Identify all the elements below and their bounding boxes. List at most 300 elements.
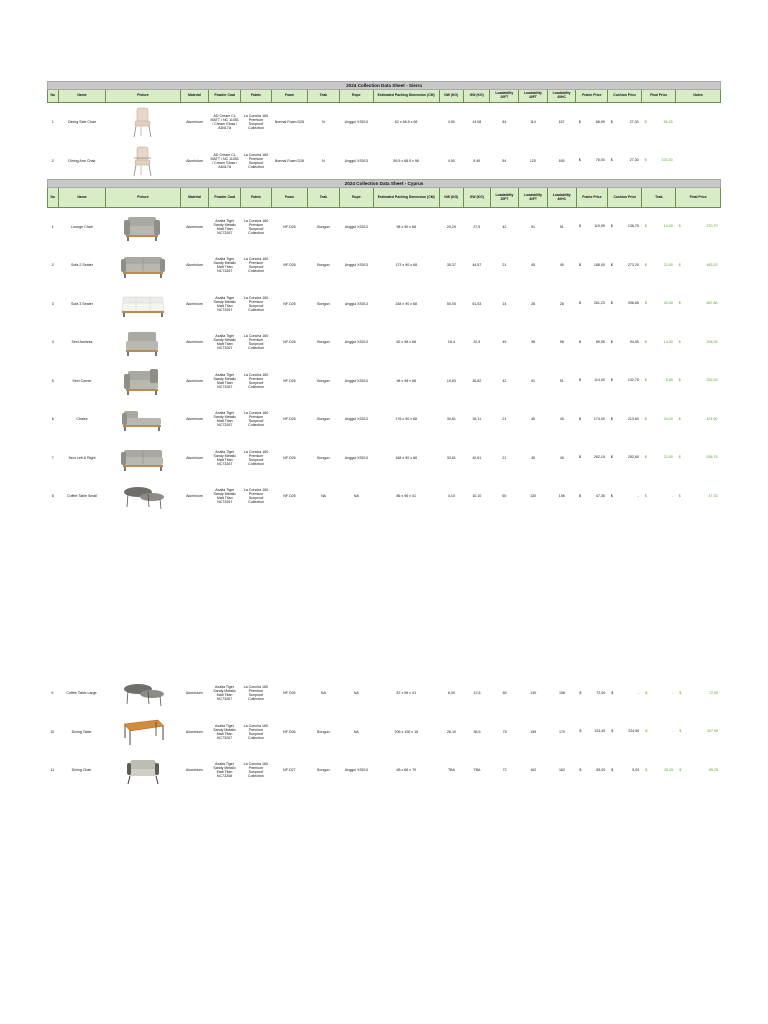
row-teak: N: [322, 120, 325, 125]
row-frame-price: [576, 362, 608, 401]
currency-value: 252,60: [627, 455, 639, 460]
row-load-20ft: 42: [502, 378, 507, 383]
currency-symbol: $: [579, 767, 582, 772]
row-frame-price: [576, 285, 608, 324]
sierra-table: [47, 81, 721, 181]
currency-symbol: $: [645, 690, 648, 695]
row-cushion-price: [608, 439, 642, 478]
row-foam: NF D26: [283, 301, 296, 306]
row-rope: Unggul XS013: [344, 158, 368, 163]
row-nw: 4.90: [447, 158, 455, 163]
row-foam: NF D26: [283, 417, 296, 422]
cyprus-header-loadability-40hc: Loadability 40HC: [547, 188, 576, 208]
row-teak: N: [322, 158, 325, 163]
row-gw: 44,57: [472, 263, 482, 268]
sect-armless-image: [106, 323, 180, 362]
sierra-header-loadability-40hc: Loadability 40HC: [547, 90, 576, 103]
row-frame-price: [576, 142, 608, 181]
row-foam: NF D26: [283, 691, 296, 696]
row-cushion-price: [608, 362, 642, 401]
currency-value: -: [671, 493, 673, 498]
row-fabric: La Concha 160 Premium Sunproof Collection: [243, 372, 269, 389]
row-nw: 30,61: [446, 417, 456, 422]
row-fabric: La Concha 160 Premium Sunproof Collection: [243, 114, 269, 131]
sierra-header-loadability-20ft: Loadability 20FT: [490, 90, 519, 103]
row-load-20ft: 60: [502, 691, 507, 696]
sierra-header-notes: Notes: [676, 90, 721, 103]
currency-value: 483,20: [706, 262, 718, 267]
dining-chair-image: [105, 751, 179, 790]
cyprus-sheet: [0, 179, 768, 516]
currency-value: 14,00: [663, 224, 673, 229]
row-foam: Normal Foam D26: [274, 120, 305, 125]
row-powder-coat: Axalta Tiger Sandy Metalic Matt Titan NC73267: [213, 723, 236, 740]
table-row: [48, 362, 721, 401]
row-frame-price: [576, 439, 608, 478]
currency-symbol: $: [578, 158, 581, 163]
row-material: Aluminium: [186, 340, 203, 345]
currency-symbol: $: [579, 416, 582, 421]
row-gw: 14.08: [472, 120, 482, 125]
row-load-40hc: 98: [559, 340, 564, 345]
table-row: [48, 477, 721, 516]
sierra-header-picture: Picture: [106, 90, 180, 103]
row-load-20ft: 21: [502, 455, 507, 460]
row-name: Chaise: [76, 417, 88, 422]
row-foam: NF D26: [283, 494, 296, 499]
row-frame-price: [576, 713, 608, 752]
row-no: 7: [51, 455, 54, 460]
row-dimension: 82 x 98 x 68: [396, 340, 417, 345]
row-foam: NF D26: [283, 378, 296, 383]
currency-symbol: $: [610, 158, 613, 163]
currency-symbol: $: [678, 455, 681, 460]
row-teak: Bongun: [317, 729, 330, 734]
row-name: Dining Table: [71, 729, 92, 734]
row-cushion-price: [608, 477, 642, 516]
row-no: 1: [51, 120, 54, 125]
sierra-header-powder-coat: Powder Coat: [209, 90, 241, 103]
row-nw: 26,10: [446, 729, 456, 734]
currency-value: 114,00: [594, 378, 605, 383]
currency-value: 123,45: [594, 729, 606, 734]
row-fabric: La Concha 160 Premium Sunproof Collection: [243, 257, 269, 274]
row-rope: Unggul XS013: [344, 224, 368, 229]
row-load-40hc: 45: [559, 455, 564, 460]
row-dimension: 168 x 90 x 68: [395, 455, 418, 460]
row-load-40ft: 130: [530, 494, 537, 499]
currency-symbol: $: [610, 262, 613, 267]
row-powder-coat: Axalta Tiger Sandy Metalic Matt Titan NC73267: [213, 334, 237, 351]
table-row: [48, 142, 721, 181]
row-rope: NA: [353, 691, 359, 696]
cyprus-header-material: Material: [180, 188, 209, 208]
table-row: [48, 103, 721, 142]
row-teak: Bongun: [317, 455, 330, 460]
row-load-40ft: 162: [530, 768, 537, 773]
row-cushion-price: [608, 400, 642, 439]
row-dimension: 86 x 96 x 41: [396, 494, 417, 499]
row-rope: Unggul XS013: [344, 378, 368, 383]
currency-value: 5,00: [632, 767, 640, 772]
row-nw: 4,10: [447, 494, 455, 499]
currency-value: 261,23: [593, 301, 605, 306]
currency-value: 34,00: [663, 416, 673, 421]
row-no: 3: [51, 301, 54, 306]
row-load-40hc: 91: [559, 378, 564, 383]
row-cushion-price: [608, 323, 642, 362]
row-load-20ft: 60: [502, 494, 507, 499]
cyprus-header-name: Name: [58, 188, 106, 208]
row-teak: Bongun: [317, 768, 330, 773]
row-final-price: [676, 674, 721, 713]
row-rope: Unggul XS013: [344, 263, 368, 268]
row-no: 2: [51, 158, 54, 163]
row-name: Sect Corner: [72, 378, 92, 383]
currency-symbol: $: [579, 301, 582, 306]
sierra-header-teak: Teak: [307, 90, 339, 103]
row-teak-price: [642, 323, 676, 362]
row-load-40ft: 91: [531, 224, 536, 229]
row-final-price: [676, 285, 721, 324]
sierra-header-fabric: Fabric: [241, 90, 272, 103]
row-load-40ft: 114: [530, 120, 536, 125]
row-final-price: [642, 142, 676, 181]
currency-symbol: $: [610, 301, 613, 306]
currency-value: 132,75: [627, 378, 639, 383]
row-material: Aluminium: [186, 263, 203, 268]
row-gw: 61,53: [472, 301, 482, 306]
row-load-40hc: 165: [558, 158, 565, 163]
cyprus-header-no: No: [48, 188, 59, 208]
row-load-40hc: 45: [559, 263, 564, 268]
row-teak-price: [642, 362, 676, 401]
row-material: Aluminium: [186, 455, 203, 460]
row-gw: 27,5: [473, 224, 481, 229]
row-powder-coat: Axalta Tiger Sandy Metalic Matt Titan NC73267: [213, 411, 237, 428]
sierra-sheet: [0, 81, 768, 181]
row-teak: NA: [320, 691, 326, 696]
row-dimension: 173 x 90 x 68: [395, 263, 418, 268]
row-powder-coat: Axalta Tiger Sandy Metalic Matt Titan NC73267: [213, 449, 237, 466]
row-gw: 22,9: [473, 340, 481, 345]
currency-value: 270,70: [706, 224, 718, 229]
cyprus-header-fabric: Fabric: [241, 188, 272, 208]
row-name: Sofa 3 Seater: [71, 301, 93, 306]
currency-symbol: $: [579, 339, 582, 344]
row-final-price: [676, 362, 721, 401]
row-frame-price: [576, 246, 608, 285]
row-powder-coat: AD Cream CL MATT / NC 11051 / Cream Gloss / A8417A: [210, 152, 239, 170]
row-gw: 39,11: [472, 417, 482, 422]
row-load-20ft: 54: [502, 158, 507, 163]
coffee-table-large-image: [105, 674, 179, 713]
row-final-price: [676, 751, 721, 790]
row-load-40hc: 28: [559, 301, 564, 306]
row-dimension: 59.5 x 68.5 x 98: [393, 158, 419, 163]
row-notes: [676, 103, 721, 142]
row-dimension: 248 x 90 x 68: [395, 301, 418, 306]
currency-value: 94,50: [629, 339, 639, 344]
row-name: Dining Chair: [71, 768, 92, 773]
sierra-header-foam: Foam: [271, 90, 307, 103]
sierra-title: 2024 Collection Data Sheet - Sierra: [48, 82, 721, 90]
row-load-20ft: 54: [502, 120, 507, 125]
currency-symbol: $: [610, 119, 613, 124]
row-no: 2: [51, 263, 54, 268]
row-load-40ft: 28: [531, 301, 536, 306]
row-load-20ft: 72: [502, 768, 507, 773]
currency-symbol: $: [678, 262, 681, 267]
row-teak: Bongun: [317, 263, 330, 268]
row-no: 10: [50, 729, 55, 734]
currency-symbol: $: [678, 416, 681, 421]
cyprus-header-rope: Rope: [339, 188, 373, 208]
cyprus-table: [47, 179, 721, 516]
row-fabric: La Concha 160 Premium Sunproof Collection: [243, 685, 269, 702]
row-material: Aluminium: [185, 729, 203, 734]
sierra-header-estimated-packing-dimension-cm: Estimated Packing Dimension (CM): [373, 90, 439, 103]
row-powder-coat: Axalta Tiger Sandy Metalic Matt Titan NC73267: [213, 218, 237, 236]
currency-value: 307,95: [707, 729, 718, 734]
sierra-header-loadability-40ft: Loadability 40FT: [519, 90, 548, 103]
cyprus-sheet-continued: [0, 674, 768, 790]
row-final-price: [676, 246, 721, 285]
row-teak-price: [642, 439, 676, 478]
row-dimension: 206 x 106 x 18: [394, 729, 419, 734]
currency-symbol: $: [610, 455, 613, 460]
currency-value: 76,00: [595, 158, 605, 163]
currency-symbol: $: [579, 729, 582, 734]
row-final-price: [676, 439, 721, 478]
row-dimension: 66 x 66 x 79: [396, 768, 417, 773]
row-load-40ft: 159: [530, 729, 537, 734]
cyprus-header-frame-price: Frame Price: [576, 188, 608, 208]
currency-value: 252,53: [706, 378, 718, 383]
row-material: Aluminium: [186, 494, 203, 499]
currency-symbol: $: [610, 378, 613, 383]
currency-symbol: $: [579, 690, 582, 695]
currency-symbol: $: [610, 493, 613, 498]
row-final-price: [676, 208, 721, 247]
currency-symbol: $: [678, 224, 681, 229]
currency-value: 30,00: [663, 301, 673, 306]
row-name: Sect Armless: [71, 340, 93, 345]
row-powder-coat: Axalta Tiger Sandy Metalic Matt Titan NC73267: [213, 488, 237, 505]
currency-value: -: [638, 690, 640, 695]
currency-value: 396,65: [627, 301, 639, 306]
row-teak-price: [642, 674, 676, 713]
row-material: Aluminium: [186, 417, 203, 422]
row-teak-price: [642, 285, 676, 324]
cyprus-header-teak: Teak: [642, 188, 676, 208]
row-final-price: [642, 103, 676, 142]
dining-arm-chair-image: [106, 142, 180, 181]
row-material: Aluminium: [186, 158, 203, 163]
sierra-header-no: No: [48, 90, 59, 103]
row-fabric: La Concha 160 Premium Sunproof Collection: [243, 762, 269, 779]
row-rope: Unggul XS013: [344, 340, 368, 345]
currency-value: 72,00: [709, 690, 718, 695]
row-final-price: [676, 713, 721, 752]
row-load-40hc: 91: [559, 224, 564, 229]
currency-symbol: $: [644, 119, 647, 124]
currency-symbol: $: [579, 455, 582, 460]
row-load-40hc: 156: [558, 494, 565, 499]
row-dimension: 62 x 68.5 x 98: [394, 120, 418, 125]
currency-symbol: $: [644, 378, 647, 383]
row-cushion-price: [608, 103, 642, 142]
row-teak-price: [642, 713, 676, 752]
currency-value: 536,75: [706, 455, 718, 460]
cyprus-header-estimated-packing-dimension-cm: Estimated Packing Dimension (CM): [373, 188, 439, 208]
row-final-price: [676, 323, 721, 362]
currency-value: 273,20: [627, 262, 639, 267]
table-row: [47, 751, 721, 790]
row-nw: 20,29: [446, 224, 456, 229]
row-nw: 19,83: [446, 378, 456, 383]
row-gw: 10,10: [472, 494, 482, 499]
cyprus-header-teak: Teak: [308, 188, 340, 208]
row-frame-price: [576, 208, 608, 247]
row-load-40hc: 170: [558, 729, 565, 734]
row-powder-coat: Axalta Tiger Sandy Metalic Matt Titan NC73268: [213, 762, 236, 779]
row-material: Aluminium: [186, 224, 203, 229]
currency-value: 22,00: [663, 455, 673, 460]
row-gw: 12,6: [473, 691, 481, 696]
row-no: 8: [51, 494, 54, 499]
cyprus-header-picture: Picture: [106, 188, 180, 208]
row-load-20ft: 21: [502, 417, 507, 422]
row-final-price: [676, 400, 721, 439]
row-teak: Bongun: [317, 301, 330, 306]
coffee-table-small-image: [106, 477, 180, 516]
currency-value: 72,00: [596, 690, 606, 695]
currency-symbol: $: [644, 416, 647, 421]
currency-value: 421,60: [706, 416, 718, 421]
currency-symbol: $: [610, 339, 613, 344]
row-teak: NA: [320, 494, 326, 499]
currency-symbol: $: [644, 493, 647, 498]
row-teak: Bongun: [317, 224, 330, 229]
currency-symbol: $: [579, 493, 582, 498]
currency-symbol: $: [611, 729, 614, 734]
row-material: Aluminium: [186, 378, 203, 383]
row-teak-price: [642, 751, 676, 790]
row-fabric: La Concha 160 Premium Sunproof Collection: [243, 334, 269, 351]
currency-symbol: $: [610, 224, 613, 229]
currency-value: 27,30: [629, 119, 639, 124]
row-rope: Unggul XS013: [344, 455, 368, 460]
table-row: [47, 713, 721, 752]
currency-value: 27,30: [629, 158, 639, 163]
currency-symbol: $: [611, 690, 614, 695]
currency-value: 119,95: [594, 224, 605, 229]
cyprus-header-foam: Foam: [271, 188, 307, 208]
cyprus-header-loadability-40ft: Loadability 40FT: [519, 188, 548, 208]
currency-value: 687,88: [706, 301, 718, 306]
currency-value: 25,25: [664, 767, 674, 772]
cyprus-header-gw-kg: GW (KG): [464, 188, 491, 208]
currency-symbol: $: [679, 690, 682, 695]
dining-side-chair-image: [106, 103, 180, 142]
row-fabric: La Concha 160 Premium Sunproof Collection: [243, 295, 269, 312]
chaise-image: [106, 400, 180, 439]
row-nw: 33,61: [446, 455, 456, 460]
table-row: [48, 323, 721, 362]
row-no: 11: [50, 768, 55, 773]
currency-value: 262,15: [593, 455, 605, 460]
sierra-header-material: Material: [180, 90, 209, 103]
row-name: Dining Side Chair: [68, 120, 96, 125]
row-load-20ft: 42: [502, 224, 507, 229]
row-cushion-price: [608, 285, 642, 324]
row-load-20ft: 75: [502, 729, 507, 734]
row-frame-price: [576, 751, 608, 790]
table-row: [48, 400, 721, 439]
row-load-40hc: 162: [558, 768, 565, 773]
row-load-20ft: 49: [502, 340, 507, 345]
row-notes: [676, 142, 721, 181]
row-no: 1: [51, 224, 54, 229]
row-teak: Bongun: [317, 340, 330, 345]
currency-symbol: $: [679, 767, 682, 772]
cyprus-header-powder-coat: Powder Coat: [209, 188, 241, 208]
currency-symbol: $: [579, 262, 582, 267]
row-fabric: La Concha 160 Premium Sunproof Collection: [243, 723, 269, 740]
cyprus-header-loadability-20ft: Loadability 20FT: [490, 188, 519, 208]
currency-value: -: [672, 690, 674, 695]
row-foam: NF D26: [283, 263, 296, 268]
row-load-40ft: 130: [530, 691, 537, 696]
row-foam: Normal Foam D26: [274, 158, 305, 163]
row-nw: 4.90: [447, 120, 455, 125]
currency-symbol: $: [678, 378, 681, 383]
sierra-header-gw-kg: GW (KG): [463, 90, 490, 103]
row-nw: 6,00: [447, 691, 455, 696]
row-load-40ft: 45: [531, 263, 536, 268]
sierra-header-name: Name: [58, 90, 106, 103]
row-foam: NF D26: [283, 224, 296, 229]
table-row: [47, 674, 721, 713]
currency-value: 89,55: [595, 339, 605, 344]
currency-value: 22,00: [663, 262, 673, 267]
row-teak-price: [642, 477, 676, 516]
row-load-20ft: 21: [502, 263, 507, 268]
currency-symbol: $: [644, 224, 647, 229]
row-powder-coat: Axalta Tiger Sandy Metalic Matt Titan NC73267: [213, 295, 237, 312]
row-dimension: 98 x 98 x 68: [396, 378, 417, 383]
row-teak-price: [642, 208, 676, 247]
row-rope: Unggul XS013: [344, 120, 368, 125]
row-rope: NA: [353, 494, 359, 499]
cyprus-title: 2024 Collection Data Sheet - Cyprus: [48, 180, 721, 188]
currency-symbol: $: [678, 301, 681, 306]
currency-symbol: $: [644, 262, 647, 267]
row-material: Aluminium: [186, 301, 203, 306]
row-name: Dining Arm Chair: [68, 158, 96, 163]
currency-symbol: $: [678, 493, 681, 498]
row-teak: Bongun: [317, 378, 330, 383]
currency-symbol: $: [644, 158, 647, 163]
row-fabric: La Concha 160 Premium Sunproof Collection: [243, 152, 269, 170]
sierra-header-rope: Rope: [339, 90, 373, 103]
row-fabric: La Concha 160 Premium Sunproof Collection: [243, 488, 269, 505]
cyprus-header-cushion-price: Cushion Price: [608, 188, 642, 208]
row-dimension: 87 x 96 x 41: [396, 691, 417, 696]
row-frame-price: [576, 103, 608, 142]
currency-value: 174,00: [593, 416, 605, 421]
